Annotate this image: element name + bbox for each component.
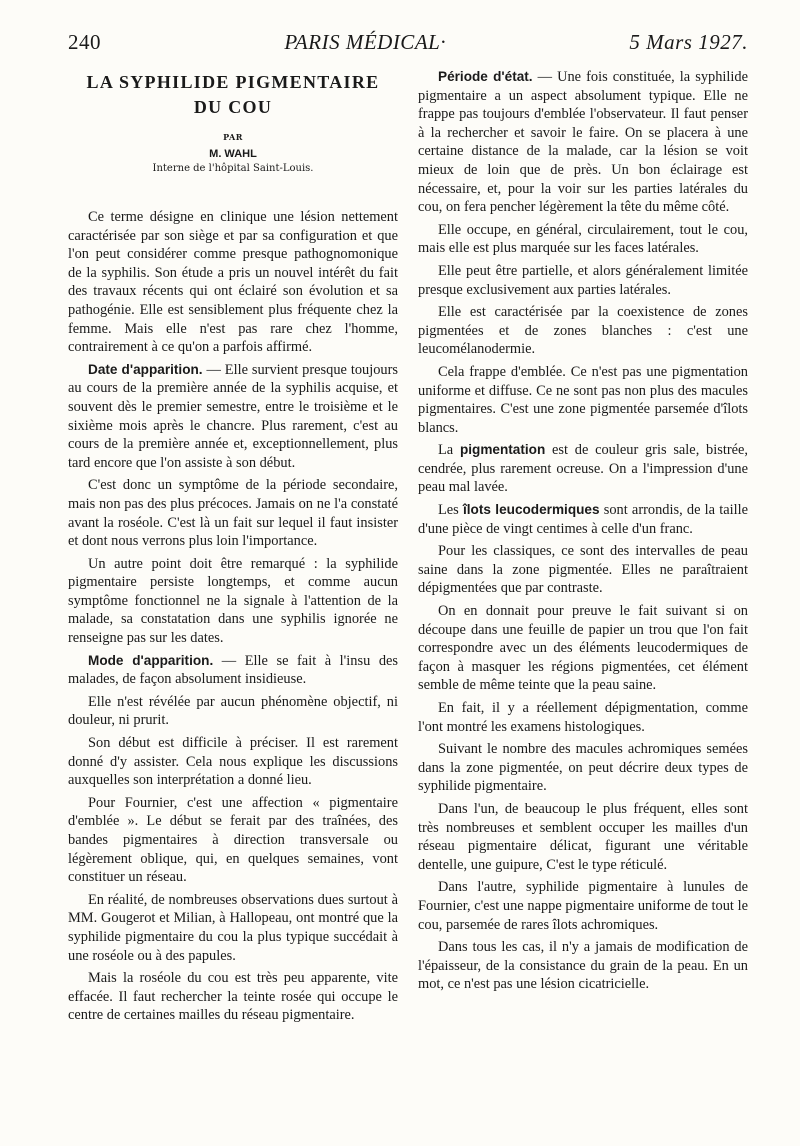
- paragraph: C'est donc un symptôme de la période secondaire, mais non pas des plus précoces. Jamais on ne l'a constaté avant la roséole. C'est là un fait sur lequel il faut insister et dont nous verrons plus loin l'importance.: [68, 477, 398, 550]
- term-heading: îlots leucodermiques: [462, 502, 600, 518]
- byline-par: PAR: [223, 132, 243, 142]
- paragraph: En fait, il y a réellement dépigmentation, comme l'ont montré les examens histologiques.: [418, 700, 748, 735]
- term-heading: pigmentation: [459, 442, 546, 458]
- paragraph: La pigmentation est de couleur gris sale, bistrée, cendrée, plus rarement ocreuse. On a l'impression d'une peau mal lavée.: [418, 442, 748, 496]
- paragraph: Elle n'est révélée par aucun phénomène objectif, ni douleur, ni prurit.: [68, 693, 398, 729]
- section-heading: Période d'état.: [438, 69, 533, 84]
- affiliation: Interne de l'hôpital Saint-Louis.: [152, 163, 314, 174]
- paragraph: Ce terme désigne en clinique une lésion nettement caractérisée par son siège et par sa configuration et que l'on peut considérer comme presque pathognomonique de la syphilis. Son étude a pris un nouvel intérêt du fait des travaux récents qui ont éclairé son évolution et sa pathogénie. Elle est sensiblement plus fréquente chez la femme. Mais elle n'est pas rare chez l'homme, contrairement à ce qu'on a parfois affirmé.: [68, 209, 398, 356]
- paragraph: On en donnait pour preuve le fait suivant si on découpe dans une feuille de papier un trou que l'on fait correspondre avec un des éléments leucodermiques de façon à masquer les régions pigmentées, cet élément semble de même teinte que la peau saine.: [418, 603, 748, 694]
- author: M. WAHL: [209, 148, 257, 160]
- right-column: [418, 68, 748, 1029]
- paragraph: Cela frappe d'emblée. Ce n'est pas une pigmentation uniforme et diffuse. Ce ne sont pas non plus des macules pigmentaires. C'est une zone pigmentée parsemée d'îlots blancs.: [418, 363, 748, 436]
- paragraph: Son début est difficile à préciser. Il est rarement donné d'y assister. Cela nous explique les discussions auxquelles son interprétation a donné lieu.: [68, 735, 398, 789]
- article-title: [68, 70, 398, 120]
- paragraph: Période d'état. — Une fois constituée, la syphilide pigmentaire a un aspect absolument typique. Elle ne frappe pas toujours d'emblée l'observateur. Il faut penser à la rechercher et savoir le faire. On se placera à une certaine distance de la malade, car la lésion se voit mieux de loin que de près. Un bon éclairage est nécessaire, et, pour la voir sur les parties latérales du cou, on fera pencher légèrement la tête du même côté.: [418, 69, 748, 216]
- running-header: [68, 30, 748, 68]
- title-line-1: LA SYPHILIDE PIGMENTAIRE: [86, 72, 380, 92]
- issue-date: 5 Mars 1927.: [629, 30, 748, 54]
- paragraph: Pour Fournier, c'est une affection « pigmentaire d'emblée ». Le début se ferait par des traînées, des bandes pigmentaires à direction transversale ou légèrement oblique, qui, en quelques semaines, vont constituer un réseau.: [68, 794, 398, 886]
- paragraph: Elle peut être partielle, et alors généralement limitée presque exclusivement aux parties latérales.: [418, 262, 748, 298]
- paragraph: Suivant le nombre des macules achromiques semées dans la zone pigmentée, on peut décrire deux types de syphilide pigmentaire.: [418, 741, 748, 795]
- section-heading: Mode d'apparition.: [88, 652, 214, 668]
- paragraph: Dans l'autre, syphilide pigmentaire à lunules de Fournier, c'est une nappe pigmentaire uniforme de tout le cou, parsemée de rares îlots achromiques.: [418, 879, 748, 933]
- paragraph: Date d'apparition. — Elle survient presque toujours au cours de la première année de la syphilis acquise, et souvent dès le premier semestre, entre le troisième et le sixième mois après le chancre. Plus rarement, c'est au cours de la première année et, exceptionnellement, plus tard encore que l'on assiste à son début.: [68, 361, 398, 471]
- page-number: 240: [68, 30, 101, 54]
- paragraph: Elle occupe, en général, circulairement, tout le cou, mais elle est plus marquée sur les faces latérales.: [418, 221, 748, 257]
- paragraph: Dans l'un, de beaucoup le plus fréquent, elles sont très nombreuses et semblent occuper les mailles d'un réseau pigmentaire délicat, figurant une véritable dentelle, une guipure, C'est le type réticulé.: [418, 800, 748, 873]
- paragraph: Mais la roséole du cou est très peu apparente, vite effacée. Il faut rechercher la teinte rosée qui occupe le centre de certaines mailles du réseau pigmentaire.: [68, 970, 398, 1024]
- paragraph: Dans tous les cas, il n'y a jamais de modification de l'épaisseur, de la consistance du grain de la peau. En un mot, ce n'est pas une lésion cicatricielle.: [418, 939, 748, 993]
- paragraph: Pour les classiques, ce sont des intervalles de peau saine dans la zone pigmentée. Elles ne paraîtraient dépigmentées que par contraste.: [418, 543, 748, 597]
- title-line-2: DU COU: [193, 97, 273, 117]
- section-heading: Date d'apparition.: [88, 361, 203, 377]
- paragraph: Elle est caractérisée par la coexistence de zones pigmentées et de zones blanches : c'est une leucomélanodermie.: [418, 304, 748, 358]
- left-column: [68, 68, 398, 1029]
- paragraph: Les îlots leucodermiques sont arrondis, de la taille d'une pièce de vingt centimes à celle d'un franc.: [418, 502, 748, 537]
- journal-title: PARIS MÉDICAL·: [284, 30, 447, 54]
- paragraph: Un autre point doit être remarqué : la syphilide pigmentaire persiste longtemps, et comme aucun symptôme fonctionnel ne la signale à l'attention de la malade, sa constatation dans une syphilis ignorée ne renseigne pas sur les dates.: [68, 555, 398, 647]
- paragraph: Mode d'apparition. — Elle se fait à l'insu des malades, de façon absolument insidieuse.: [68, 652, 398, 688]
- paragraph: En réalité, de nombreuses observations dues surtout à MM. Gougerot et Milian, à Hallopeau, ont montré que la syphilide pigmentaire du cou la plus typique succédait à une roséole ou à des papules.: [68, 891, 398, 964]
